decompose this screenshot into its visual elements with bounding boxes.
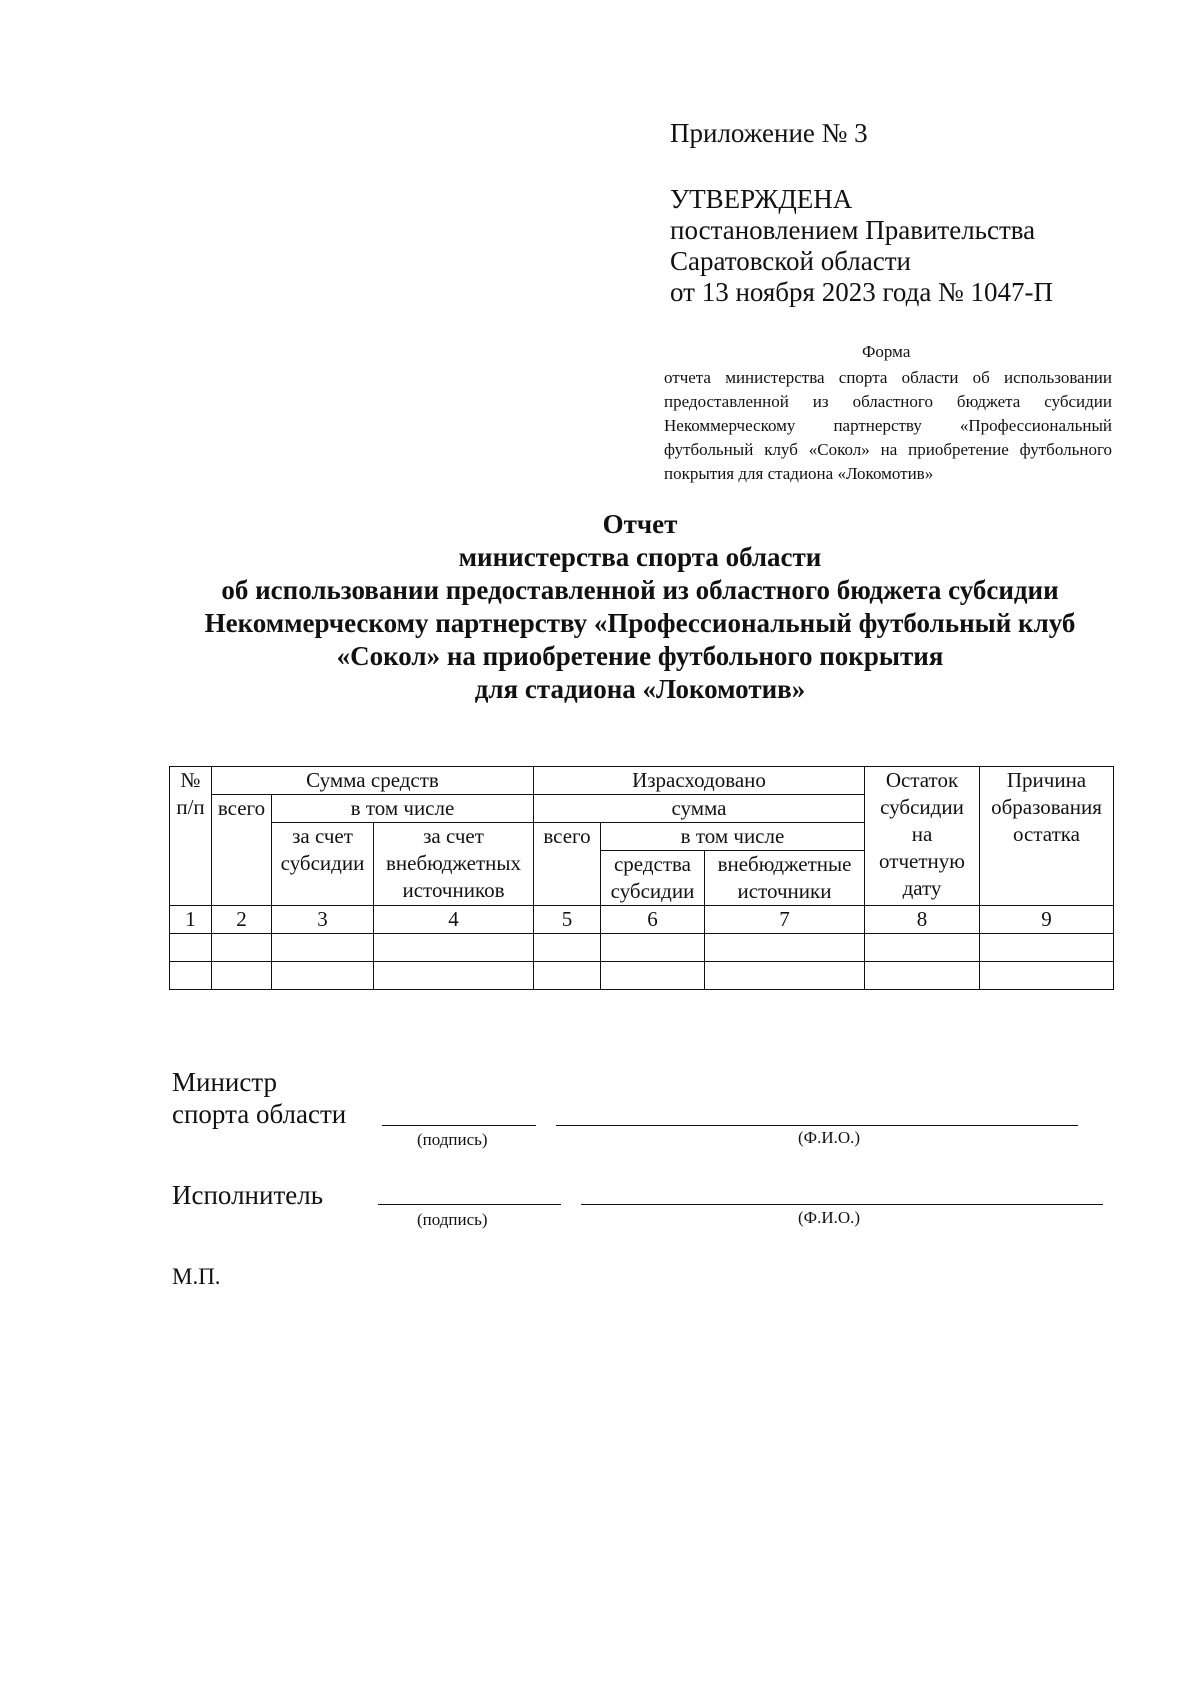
column-numbers-row [170, 906, 1114, 934]
report-title-line: Некоммерческому партнерству «Профессиональный футбольный клуб [204, 608, 1076, 638]
executor-name-line [581, 1204, 1103, 1205]
form-label: Форма [862, 342, 911, 361]
column-number: 7 [705, 906, 865, 934]
report-title-line: «Сокол» на приобретение футбольного покрытия [336, 641, 944, 671]
header-subsidy-funds: средства субсидии [601, 851, 705, 906]
approval-line: от 13 ноября 2023 года № 1047-П [670, 277, 1054, 307]
header-from-extrabudget: за счет внебюджетных источников [374, 823, 534, 906]
header-total: всего [212, 795, 272, 906]
seal-place: М.П. [172, 1264, 221, 1289]
minister-signature-line [382, 1125, 536, 1126]
column-number: 5 [534, 906, 601, 934]
approval-line: УТВЕРЖДЕНА [670, 184, 853, 214]
report-title-line: об использовании предоставленной из областного бюджета субсидии [221, 575, 1059, 605]
header-spent-total: всего [534, 823, 601, 906]
form-description: отчета министерства спорта области об использовании предоставленной из областного бюджета субсидии Некоммерческому партнерству «Профессиональный футбольный клуб «Сокол» на приобретение футбольного покрытия для стадиона «Локомотив» [664, 368, 1112, 483]
minister-name-caption: (Ф.И.О.) [798, 1128, 861, 1147]
header-remainder: Остаток субсидии на отчетную дату [865, 767, 980, 906]
approval-line: Саратовской области [670, 246, 911, 276]
column-number: 3 [272, 906, 374, 934]
report-title-line: для стадиона «Локомотив» [474, 674, 806, 704]
appendix-number: Приложение № 3 [670, 118, 868, 148]
header-col-no: № п/п [170, 767, 212, 906]
report-table [169, 766, 1114, 990]
header-amount: сумма [534, 795, 865, 823]
approval-block [670, 184, 1053, 308]
header-spent-including: в том числе [601, 823, 865, 851]
column-number: 9 [980, 906, 1114, 934]
header-from-subsidy: за счет субсидии [272, 823, 374, 906]
minister-name-line [556, 1125, 1078, 1126]
header-including: в том числе [272, 795, 534, 823]
executor-name-caption: (Ф.И.О.) [798, 1208, 861, 1227]
minister-label: Министр спорта области [172, 1067, 347, 1129]
executor-signature-caption: (подпись) [417, 1210, 488, 1229]
header-spent: Израсходовано [534, 767, 865, 795]
header-reason: Причина образования остатка [980, 767, 1114, 906]
table-row [170, 934, 1114, 962]
report-title [0, 508, 1200, 706]
column-number: 4 [374, 906, 534, 934]
report-title-line: Отчет [602, 509, 678, 539]
column-number: 6 [601, 906, 705, 934]
column-number: 2 [212, 906, 272, 934]
approval-line: постановлением Правительства [670, 215, 1036, 245]
header-extrabudget-sources: внебюджетные источники [705, 851, 865, 906]
executor-label: Исполнитель [172, 1180, 324, 1210]
column-number: 1 [170, 906, 212, 934]
report-title-line: министерства спорта области [458, 542, 822, 572]
column-number: 8 [865, 906, 980, 934]
executor-signature-line [378, 1204, 561, 1205]
table-row [170, 962, 1114, 990]
header-sum-funds: Сумма средств [212, 767, 534, 795]
minister-signature-caption: (подпись) [417, 1130, 488, 1149]
